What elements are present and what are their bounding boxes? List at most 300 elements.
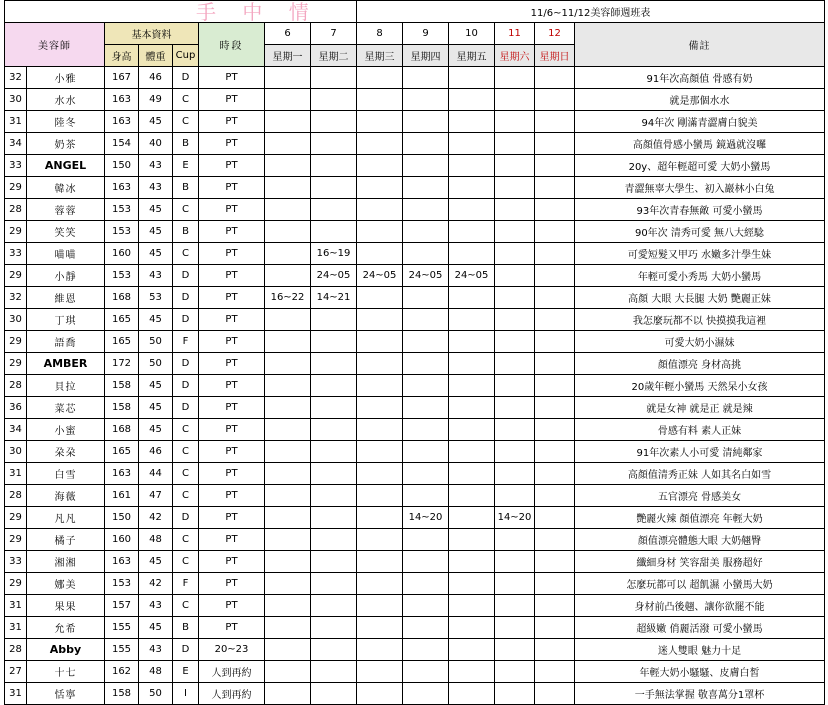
table-row[interactable]: [5, 661, 825, 683]
cell-slot-day-7[interactable]: 16~19: [311, 243, 357, 265]
cell-slot-day-8[interactable]: [357, 639, 403, 661]
cell-slot-day-11[interactable]: 14~20: [495, 507, 535, 529]
cell-slot-day-10[interactable]: [449, 353, 495, 375]
cell-name[interactable]: 笑笑: [27, 221, 105, 243]
cell-slot-day-11[interactable]: [495, 529, 535, 551]
cell-age: 31: [5, 595, 27, 617]
cell-time[interactable]: PT: [199, 529, 265, 551]
cell-time[interactable]: 人到再約: [199, 683, 265, 705]
cell-slot-day-6[interactable]: [265, 419, 311, 441]
cell-slot-day-9[interactable]: [403, 683, 449, 705]
cell-slot-day-11[interactable]: [495, 265, 535, 287]
cell-time[interactable]: PT: [199, 155, 265, 177]
cell-time[interactable]: 人到再約: [199, 661, 265, 683]
cell-slot-day-12[interactable]: [535, 485, 575, 507]
cell-slot-day-8[interactable]: [357, 661, 403, 683]
cell-name[interactable]: 蓉蓉: [27, 199, 105, 221]
cell-age: 30: [5, 309, 27, 331]
cell-slot-day-7[interactable]: [311, 67, 357, 89]
cell-slot-day-8[interactable]: [357, 617, 403, 639]
cell-slot-day-8[interactable]: [357, 243, 403, 265]
cell-time[interactable]: PT: [199, 441, 265, 463]
cell-slot-day-8[interactable]: [357, 529, 403, 551]
cell-slot-day-12[interactable]: [535, 551, 575, 573]
cell-slot-day-11[interactable]: [495, 309, 535, 331]
cell-name[interactable]: 果果: [27, 595, 105, 617]
cell-slot-day-10[interactable]: [449, 617, 495, 639]
cell-slot-day-10[interactable]: [449, 287, 495, 309]
cell-time[interactable]: PT: [199, 243, 265, 265]
cell-slot-day-12[interactable]: [535, 595, 575, 617]
cell-slot-day-7[interactable]: [311, 595, 357, 617]
cell-w: 43: [139, 265, 173, 287]
cell-slot-day-12[interactable]: [535, 265, 575, 287]
cell-time[interactable]: PT: [199, 331, 265, 353]
cell-slot-day-9[interactable]: [403, 133, 449, 155]
table-row[interactable]: [5, 155, 825, 177]
cell-slot-day-10[interactable]: [449, 397, 495, 419]
cell-slot-day-7[interactable]: [311, 551, 357, 573]
cell-slot-day-9[interactable]: [403, 661, 449, 683]
cell-slot-day-8[interactable]: [357, 221, 403, 243]
table-row[interactable]: [5, 441, 825, 463]
table-row[interactable]: [5, 287, 825, 309]
cell-slot-day-8[interactable]: [357, 573, 403, 595]
cell-name[interactable]: 喵喵: [27, 243, 105, 265]
table-row[interactable]: [5, 265, 825, 287]
cell-slot-day-6[interactable]: [265, 177, 311, 199]
cell-slot-day-8[interactable]: [357, 551, 403, 573]
cell-slot-day-10[interactable]: [449, 463, 495, 485]
table-row[interactable]: [5, 639, 825, 661]
cell-slot-day-9[interactable]: 14~20: [403, 507, 449, 529]
cell-slot-day-11[interactable]: [495, 177, 535, 199]
cell-slot-day-11[interactable]: [495, 397, 535, 419]
table-row[interactable]: [5, 221, 825, 243]
cell-slot-day-8[interactable]: [357, 397, 403, 419]
cell-slot-day-6[interactable]: [265, 441, 311, 463]
cell-h: 157: [105, 595, 139, 617]
table-row[interactable]: [5, 485, 825, 507]
cell-slot-day-6[interactable]: [265, 265, 311, 287]
cell-slot-day-12[interactable]: [535, 133, 575, 155]
cell-slot-day-6[interactable]: [265, 617, 311, 639]
cell-slot-day-6[interactable]: [265, 221, 311, 243]
cell-slot-day-10[interactable]: [449, 441, 495, 463]
cell-slot-day-6[interactable]: [265, 595, 311, 617]
cell-slot-day-12[interactable]: [535, 309, 575, 331]
cell-slot-day-8[interactable]: [357, 463, 403, 485]
cell-slot-day-7[interactable]: [311, 353, 357, 375]
cell-slot-day-10[interactable]: [449, 375, 495, 397]
cell-w: 46: [139, 67, 173, 89]
cell-slot-day-7[interactable]: [311, 111, 357, 133]
cell-slot-day-7[interactable]: [311, 309, 357, 331]
cell-slot-day-9[interactable]: [403, 441, 449, 463]
cell-name[interactable]: 小蜜: [27, 419, 105, 441]
cell-slot-day-6[interactable]: [265, 485, 311, 507]
cell-slot-day-11[interactable]: [495, 419, 535, 441]
cell-slot-day-9[interactable]: [403, 485, 449, 507]
cell-slot-day-7[interactable]: [311, 375, 357, 397]
cell-time[interactable]: PT: [199, 463, 265, 485]
table-row[interactable]: [5, 67, 825, 89]
cell-time[interactable]: PT: [199, 89, 265, 111]
cell-slot-day-7[interactable]: [311, 419, 357, 441]
cell-name[interactable]: 語喬: [27, 331, 105, 353]
cell-slot-day-11[interactable]: [495, 287, 535, 309]
cell-slot-day-9[interactable]: [403, 617, 449, 639]
cell-w: 47: [139, 485, 173, 507]
cell-time[interactable]: PT: [199, 309, 265, 331]
cell-slot-day-11[interactable]: [495, 133, 535, 155]
cell-slot-day-8[interactable]: [357, 177, 403, 199]
table-row[interactable]: [5, 617, 825, 639]
table-row[interactable]: [5, 573, 825, 595]
cell-slot-day-11[interactable]: [495, 199, 535, 221]
cell-slot-day-12[interactable]: [535, 89, 575, 111]
cell-name[interactable]: 凡凡: [27, 507, 105, 529]
cell-name[interactable]: 奶茶: [27, 133, 105, 155]
cell-slot-day-10[interactable]: [449, 111, 495, 133]
cell-slot-day-12[interactable]: [535, 573, 575, 595]
cell-slot-day-9[interactable]: [403, 155, 449, 177]
cell-name[interactable]: 恬寧: [27, 683, 105, 705]
cell-slot-day-9[interactable]: [403, 309, 449, 331]
cell-slot-day-8[interactable]: [357, 155, 403, 177]
cell-slot-day-11[interactable]: [495, 661, 535, 683]
cell-time[interactable]: PT: [199, 133, 265, 155]
table-row[interactable]: [5, 111, 825, 133]
cell-slot-day-9[interactable]: [403, 67, 449, 89]
cell-slot-day-8[interactable]: [357, 331, 403, 353]
cell-slot-day-11[interactable]: [495, 463, 535, 485]
cell-slot-day-7[interactable]: [311, 89, 357, 111]
cell-slot-day-8[interactable]: [357, 485, 403, 507]
cell-name[interactable]: 湘湘: [27, 551, 105, 573]
cell-time[interactable]: PT: [199, 199, 265, 221]
cell-age: 33: [5, 155, 27, 177]
cell-slot-day-7[interactable]: [311, 199, 357, 221]
cell-slot-day-9[interactable]: [403, 177, 449, 199]
cell-slot-day-9[interactable]: [403, 243, 449, 265]
cell-slot-day-7[interactable]: [311, 485, 357, 507]
cell-time[interactable]: PT: [199, 111, 265, 133]
cell-slot-day-6[interactable]: [265, 331, 311, 353]
cell-name[interactable]: 橘子: [27, 529, 105, 551]
cell-name[interactable]: Abby: [27, 639, 105, 661]
cell-slot-day-12[interactable]: [535, 221, 575, 243]
cell-slot-day-9[interactable]: [403, 397, 449, 419]
cell-slot-day-11[interactable]: [495, 375, 535, 397]
cell-slot-day-8[interactable]: [357, 133, 403, 155]
table-row[interactable]: [5, 507, 825, 529]
cell-slot-day-9[interactable]: [403, 221, 449, 243]
cell-name[interactable]: 陸冬: [27, 111, 105, 133]
cell-slot-day-9[interactable]: [403, 89, 449, 111]
table-row[interactable]: [5, 177, 825, 199]
table-row[interactable]: [5, 309, 825, 331]
cell-slot-day-7[interactable]: [311, 221, 357, 243]
cell-slot-day-9[interactable]: [403, 287, 449, 309]
cell-slot-day-11[interactable]: [495, 221, 535, 243]
cell-slot-day-10[interactable]: [449, 243, 495, 265]
table-row[interactable]: [5, 419, 825, 441]
cell-slot-day-11[interactable]: [495, 67, 535, 89]
cell-slot-day-6[interactable]: [265, 397, 311, 419]
cell-slot-day-12[interactable]: [535, 67, 575, 89]
cell-slot-day-10[interactable]: [449, 485, 495, 507]
cell-slot-day-8[interactable]: [357, 441, 403, 463]
cell-name[interactable]: 娜美: [27, 573, 105, 595]
cell-slot-day-10[interactable]: 24~05: [449, 265, 495, 287]
cell-slot-day-9[interactable]: [403, 529, 449, 551]
cell-slot-day-11[interactable]: [495, 595, 535, 617]
cell-slot-day-6[interactable]: [265, 507, 311, 529]
cell-name[interactable]: AMBER: [27, 353, 105, 375]
table-row[interactable]: [5, 199, 825, 221]
cell-time[interactable]: PT: [199, 485, 265, 507]
cell-slot-day-6[interactable]: [265, 309, 311, 331]
cell-slot-day-8[interactable]: [357, 309, 403, 331]
cell-slot-day-10[interactable]: [449, 67, 495, 89]
cell-time[interactable]: PT: [199, 573, 265, 595]
cell-slot-day-8[interactable]: [357, 419, 403, 441]
cell-slot-day-11[interactable]: [495, 331, 535, 353]
cell-slot-day-12[interactable]: [535, 419, 575, 441]
cell-slot-day-6[interactable]: [265, 683, 311, 705]
cell-name[interactable]: 白雪: [27, 463, 105, 485]
cell-slot-day-11[interactable]: [495, 683, 535, 705]
cell-slot-day-7[interactable]: [311, 155, 357, 177]
cell-name[interactable]: 十七: [27, 661, 105, 683]
cell-slot-day-8[interactable]: [357, 595, 403, 617]
cell-slot-day-6[interactable]: [265, 463, 311, 485]
cell-slot-day-6[interactable]: [265, 67, 311, 89]
cell-name[interactable]: 小雅: [27, 67, 105, 89]
cell-slot-day-6[interactable]: [265, 243, 311, 265]
table-row[interactable]: [5, 397, 825, 419]
table-row[interactable]: [5, 551, 825, 573]
cell-slot-day-12[interactable]: [535, 661, 575, 683]
cell-time[interactable]: PT: [199, 375, 265, 397]
cell-slot-day-11[interactable]: [495, 551, 535, 573]
cell-slot-day-12[interactable]: [535, 353, 575, 375]
cell-slot-day-9[interactable]: [403, 331, 449, 353]
cell-slot-day-6[interactable]: [265, 375, 311, 397]
cell-slot-day-10[interactable]: [449, 507, 495, 529]
cell-time[interactable]: PT: [199, 551, 265, 573]
table-row[interactable]: [5, 243, 825, 265]
cell-slot-day-7[interactable]: [311, 507, 357, 529]
cell-slot-day-6[interactable]: [265, 199, 311, 221]
cell-slot-day-12[interactable]: [535, 111, 575, 133]
cell-name[interactable]: 海薇: [27, 485, 105, 507]
cell-slot-day-11[interactable]: [495, 639, 535, 661]
cell-slot-day-12[interactable]: [535, 639, 575, 661]
cell-slot-day-9[interactable]: [403, 111, 449, 133]
cell-name[interactable]: 貝拉: [27, 375, 105, 397]
cell-w: 45: [139, 375, 173, 397]
cell-slot-day-7[interactable]: [311, 639, 357, 661]
cell-slot-day-7[interactable]: [311, 177, 357, 199]
cell-age: 30: [5, 89, 27, 111]
cell-slot-day-11[interactable]: [495, 111, 535, 133]
cell-slot-day-6[interactable]: [265, 573, 311, 595]
table-row[interactable]: [5, 331, 825, 353]
cell-time[interactable]: PT: [199, 221, 265, 243]
cell-slot-day-7[interactable]: 14~21: [311, 287, 357, 309]
cell-slot-day-11[interactable]: [495, 441, 535, 463]
cell-slot-day-8[interactable]: [357, 287, 403, 309]
cell-slot-day-11[interactable]: [495, 155, 535, 177]
table-row[interactable]: [5, 683, 825, 705]
cell-slot-day-6[interactable]: [265, 639, 311, 661]
cell-slot-day-10[interactable]: [449, 551, 495, 573]
cell-slot-day-10[interactable]: [449, 529, 495, 551]
cell-slot-day-11[interactable]: [495, 353, 535, 375]
cell-slot-day-9[interactable]: [403, 573, 449, 595]
cell-time[interactable]: PT: [199, 265, 265, 287]
cell-slot-day-12[interactable]: [535, 683, 575, 705]
cell-slot-day-8[interactable]: [357, 67, 403, 89]
cell-slot-day-9[interactable]: [403, 353, 449, 375]
cell-slot-day-7[interactable]: [311, 331, 357, 353]
cell-slot-day-10[interactable]: [449, 661, 495, 683]
cell-slot-day-7[interactable]: [311, 573, 357, 595]
cell-slot-day-12[interactable]: [535, 463, 575, 485]
table-row[interactable]: [5, 595, 825, 617]
cell-name[interactable]: ANGEL: [27, 155, 105, 177]
cell-time[interactable]: PT: [199, 177, 265, 199]
cell-slot-day-7[interactable]: [311, 397, 357, 419]
cell-time[interactable]: PT: [199, 67, 265, 89]
cell-slot-day-7[interactable]: 24~05: [311, 265, 357, 287]
cell-name[interactable]: 朶朶: [27, 441, 105, 463]
cell-time[interactable]: 20~23: [199, 639, 265, 661]
cell-slot-day-10[interactable]: [449, 133, 495, 155]
cell-slot-day-9[interactable]: [403, 375, 449, 397]
cell-name[interactable]: 水水: [27, 89, 105, 111]
cell-time[interactable]: PT: [199, 353, 265, 375]
cell-slot-day-7[interactable]: [311, 529, 357, 551]
table-row[interactable]: [5, 463, 825, 485]
cell-slot-day-10[interactable]: [449, 639, 495, 661]
cell-slot-day-7[interactable]: [311, 617, 357, 639]
cell-slot-day-10[interactable]: [449, 595, 495, 617]
cell-slot-day-8[interactable]: [357, 111, 403, 133]
cell-time[interactable]: PT: [199, 617, 265, 639]
cell-slot-day-12[interactable]: [535, 243, 575, 265]
cell-slot-day-9[interactable]: 24~05: [403, 265, 449, 287]
cell-slot-day-10[interactable]: [449, 419, 495, 441]
cell-slot-day-6[interactable]: 16~22: [265, 287, 311, 309]
cell-slot-day-10[interactable]: [449, 221, 495, 243]
cell-slot-day-7[interactable]: [311, 463, 357, 485]
cell-slot-day-9[interactable]: [403, 199, 449, 221]
cell-slot-day-12[interactable]: [535, 375, 575, 397]
cell-slot-day-9[interactable]: [403, 463, 449, 485]
cell-slot-day-6[interactable]: [265, 661, 311, 683]
cell-slot-day-8[interactable]: 24~05: [357, 265, 403, 287]
cell-slot-day-12[interactable]: [535, 441, 575, 463]
cell-slot-day-8[interactable]: [357, 375, 403, 397]
table-row[interactable]: [5, 89, 825, 111]
cell-name[interactable]: 允希: [27, 617, 105, 639]
cell-slot-day-8[interactable]: [357, 507, 403, 529]
cell-time[interactable]: PT: [199, 287, 265, 309]
cell-slot-day-8[interactable]: [357, 89, 403, 111]
cell-slot-day-11[interactable]: [495, 617, 535, 639]
cell-slot-day-12[interactable]: [535, 397, 575, 419]
cell-slot-day-12[interactable]: [535, 199, 575, 221]
cell-slot-day-9[interactable]: [403, 639, 449, 661]
cell-time[interactable]: PT: [199, 595, 265, 617]
cell-slot-day-12[interactable]: [535, 529, 575, 551]
cell-name[interactable]: 丁琪: [27, 309, 105, 331]
cell-slot-day-12[interactable]: [535, 177, 575, 199]
cell-slot-day-6[interactable]: [265, 529, 311, 551]
table-row[interactable]: [5, 529, 825, 551]
cell-slot-day-10[interactable]: [449, 309, 495, 331]
cell-slot-day-11[interactable]: [495, 573, 535, 595]
cell-slot-day-12[interactable]: [535, 617, 575, 639]
cell-time[interactable]: PT: [199, 419, 265, 441]
cell-slot-day-7[interactable]: [311, 133, 357, 155]
cell-h: 154: [105, 133, 139, 155]
cell-slot-day-11[interactable]: [495, 89, 535, 111]
cell-slot-day-6[interactable]: [265, 89, 311, 111]
cell-name[interactable]: 韓冰: [27, 177, 105, 199]
cell-slot-day-7[interactable]: [311, 661, 357, 683]
cell-slot-day-6[interactable]: [265, 155, 311, 177]
cell-slot-day-8[interactable]: [357, 199, 403, 221]
cell-slot-day-10[interactable]: [449, 155, 495, 177]
cell-slot-day-9[interactable]: [403, 551, 449, 573]
table-row[interactable]: [5, 353, 825, 375]
cell-name[interactable]: 菜芯: [27, 397, 105, 419]
cell-slot-day-10[interactable]: [449, 331, 495, 353]
cell-slot-day-6[interactable]: [265, 353, 311, 375]
cell-slot-day-12[interactable]: [535, 155, 575, 177]
cell-slot-day-11[interactable]: [495, 485, 535, 507]
cell-slot-day-9[interactable]: [403, 419, 449, 441]
cell-slot-day-12[interactable]: [535, 287, 575, 309]
cell-slot-day-7[interactable]: [311, 683, 357, 705]
cell-slot-day-8[interactable]: [357, 353, 403, 375]
cell-slot-day-10[interactable]: [449, 177, 495, 199]
cell-name[interactable]: 維恩: [27, 287, 105, 309]
cell-slot-day-6[interactable]: [265, 111, 311, 133]
cell-time[interactable]: PT: [199, 397, 265, 419]
cell-slot-day-10[interactable]: [449, 573, 495, 595]
cell-slot-day-11[interactable]: [495, 243, 535, 265]
cell-slot-day-8[interactable]: [357, 683, 403, 705]
cell-slot-day-10[interactable]: [449, 89, 495, 111]
cell-slot-day-6[interactable]: [265, 551, 311, 573]
cell-slot-day-7[interactable]: [311, 441, 357, 463]
cell-slot-day-12[interactable]: [535, 507, 575, 529]
cell-slot-day-12[interactable]: [535, 331, 575, 353]
table-row[interactable]: [5, 375, 825, 397]
cell-slot-day-9[interactable]: [403, 595, 449, 617]
cell-name[interactable]: 小靜: [27, 265, 105, 287]
table-row[interactable]: [5, 133, 825, 155]
cell-time[interactable]: PT: [199, 507, 265, 529]
cell-slot-day-10[interactable]: [449, 683, 495, 705]
cell-slot-day-10[interactable]: [449, 199, 495, 221]
cell-slot-day-6[interactable]: [265, 133, 311, 155]
